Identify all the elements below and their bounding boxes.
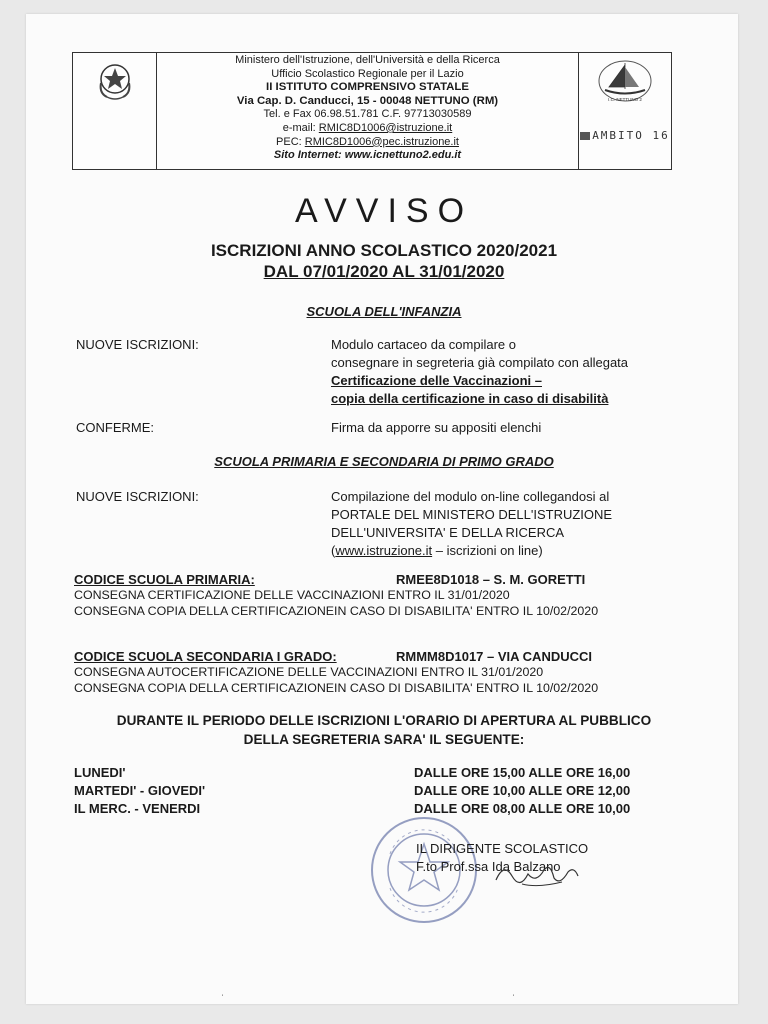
section-infanzia-title: SCUOLA DELL'INFANZIA [306, 304, 462, 319]
infanzia-vaccination-cert: Certificazione delle Vaccinazioni – [331, 373, 542, 388]
hours-time: DALLE ORE 08,00 ALLE ORE 10,00 [414, 801, 631, 816]
handwritten-signature-icon [492, 858, 582, 890]
notice-title: AVVISO [294, 192, 474, 230]
office-hours-notice [0, 711, 768, 749]
infanzia-confirm-label: CONFERME: [76, 420, 154, 435]
secondaria-code-value: RMMM8D1017 – VIA CANDUCCI [396, 649, 592, 664]
enrollment-year: ISCRIZIONI ANNO SCOLASTICO 2020/2021 [210, 241, 558, 260]
portal-suffix: – iscrizioni on line) [432, 543, 543, 558]
letterhead [72, 52, 672, 170]
hours-day: LUNEDI' [74, 765, 126, 780]
school-logo-text: I.C. NETTUNO 2 [608, 97, 642, 102]
primaria-new-line: Compilazione del modulo on-line collegandosi al [331, 489, 610, 504]
section-primaria-title: SCUOLA PRIMARIA E SECONDARIA DI PRIMO GRADO [214, 454, 554, 469]
principal-name: F.to Prof.ssa Ida Balzano [416, 859, 561, 874]
infanzia-disability-cert: copia della certificazione in caso di disabilità [331, 391, 609, 406]
primaria-code-header [74, 572, 674, 588]
infanzia-new-line: consegnare in segreteria già compilato con allegata [331, 355, 629, 370]
primaria-new-line: PORTALE DEL MINISTERO DELL'ISTRUZIONE [331, 507, 613, 522]
pec-link[interactable]: RMIC8D1006@pec.istruzione.it [304, 135, 459, 148]
ambito-text: AMBITO 16 [592, 129, 670, 142]
secondaria-disability-deadline: CONSEGNA COPIA DELLA CERTIFICAZIONEIN CASO DI DISABILITA' ENTRO IL 10/02/2020 [74, 680, 599, 695]
istruzione-link[interactable]: www.istruzione.it [335, 543, 433, 558]
primaria-code-value: RMEE8D1018 – S. M. GORETTI [396, 572, 586, 587]
regional-office-line: Ufficio Scolastico Regionale per il Lazio [271, 67, 464, 80]
letterhead-right-cell [578, 53, 671, 169]
letterhead-text [157, 53, 578, 170]
school-name: II ISTITUTO COMPRENSIVO STATALE [266, 81, 469, 94]
notice-line: DURANTE IL PERIODO DELLE ISCRIZIONI L'ORARIO DI APERTURA AL PUBBLICO [116, 713, 652, 728]
email-label: e-mail: [282, 121, 319, 134]
primaria-vaccination-deadline: CONSEGNA CERTIFICAZIONE DELLE VACCINAZIONI ENTRO IL 31/01/2020 [74, 588, 510, 602]
primaria-new-line: DELL'UNIVERSITA' E DELLA RICERCA [331, 525, 565, 540]
infanzia-new-description [331, 336, 628, 408]
secondaria-code-label: CODICE SCUOLA SECONDARIA I GRADO: [74, 649, 337, 664]
ministry-line: Ministero dell'Istruzione, dell'Università e della Ricerca [235, 54, 500, 66]
ambito-label [579, 129, 671, 142]
italian-republic-emblem-icon [97, 61, 133, 101]
ambito-mark-icon [580, 132, 590, 140]
school-phone: Tel. e Fax 06.98.51.781 C.F. 97713030589 [263, 108, 472, 121]
infanzia-new-label: NUOVE ISCRIZIONI: [76, 337, 199, 352]
school-logo-icon [597, 59, 653, 107]
secondaria-code-header [74, 649, 674, 665]
office-hours-table [74, 764, 674, 818]
primaria-code-label: CODICE SCUOLA PRIMARIA: [74, 572, 255, 587]
hours-row [74, 764, 674, 782]
school-pec [157, 136, 578, 150]
hours-time: DALLE ORE 10,00 ALLE ORE 12,00 [414, 783, 631, 798]
letterhead-left-cell [73, 53, 157, 169]
principal-title: IL DIRIGENTE SCOLASTICO [416, 841, 589, 856]
enrollment-period: DAL 07/01/2020 AL 31/01/2020 [263, 262, 505, 281]
hours-day: MARTEDI' - GIOVEDI' [74, 783, 206, 798]
scan-mark: ˌ [221, 986, 225, 997]
notice-line: DELLA SEGRETERIA SARA' IL SEGUENTE: [243, 732, 525, 747]
primaria-disability-deadline: CONSEGNA COPIA DELLA CERTIFICAZIONEIN CASO DI DISABILITA' ENTRO IL 10/02/2020 [74, 603, 599, 618]
secondaria-code-block [74, 649, 674, 696]
school-email [157, 122, 578, 136]
scan-mark: ˌ [512, 986, 516, 997]
school-website[interactable]: Sito Internet: www.icnettuno2.edu.it [273, 149, 462, 162]
infanzia-new-line: Modulo cartaceo da compilare o [331, 337, 516, 352]
infanzia-confirm-text: Firma da apporre su appositi elenchi [331, 420, 542, 435]
pec-label: PEC: [276, 135, 305, 148]
hours-time: DALLE ORE 15,00 ALLE ORE 16,00 [414, 765, 631, 780]
primaria-new-label: NUOVE ISCRIZIONI: [76, 489, 199, 504]
school-address: Via Cap. D. Canducci, 15 - 00048 NETTUNO (RM) [236, 94, 499, 107]
primaria-portal-line: (www.istruzione.it – iscrizioni on line) [331, 543, 543, 558]
secondaria-vaccination-deadline: CONSEGNA AUTOCERTIFICAZIONE DELLE VACCINAZIONI ENTRO IL 31/01/2020 [74, 665, 544, 679]
hours-day: IL MERC. - VENERDI [74, 801, 201, 816]
hours-row [74, 782, 674, 800]
email-link[interactable]: RMIC8D1006@istruzione.it [318, 121, 453, 134]
primaria-new-description [331, 488, 612, 560]
primaria-code-block [74, 572, 674, 619]
